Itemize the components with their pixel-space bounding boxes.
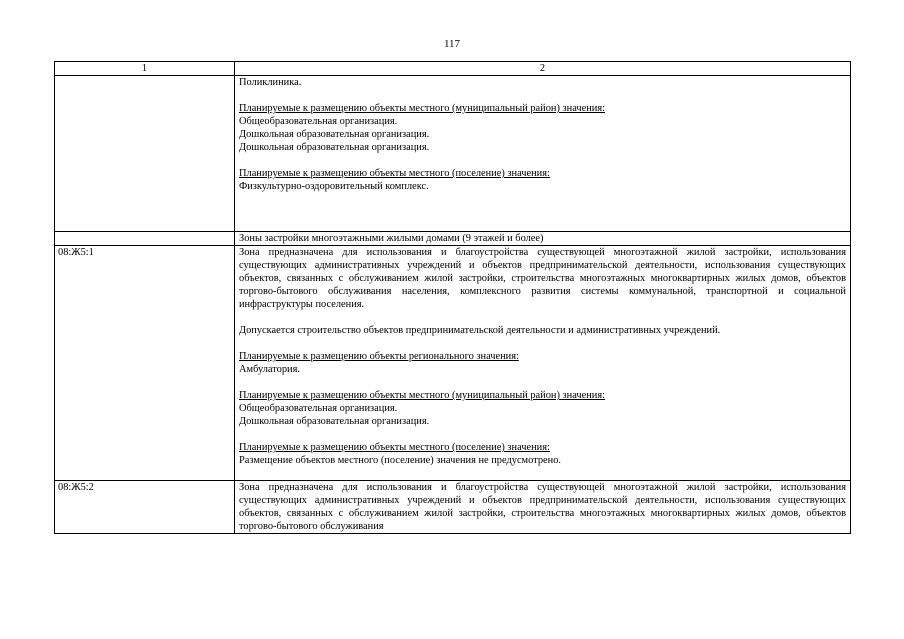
zone-2-description-cell [235, 481, 851, 534]
table-row-zone-2 [55, 481, 851, 534]
section-heading: Планируемые к размещению объекты местного (поселение) значения: [239, 168, 550, 179]
zone-description-cell [235, 76, 851, 232]
page-number: 117 [443, 38, 461, 50]
municipal-item: Общеобразовательная организация. [239, 403, 398, 414]
zone-group-code-cell [55, 232, 235, 246]
column-header-1: 1 [55, 62, 235, 76]
settlement-item: Размещение объектов местного (поселение) значения не предусмотрено. [239, 455, 562, 466]
list-item: Дошкольная образовательная организация. [239, 129, 430, 140]
zone-code-cell [55, 76, 235, 232]
table-row-zone-1 [55, 246, 851, 481]
zoning-table [54, 61, 851, 534]
table-header-row [55, 62, 851, 76]
section-heading: Планируемые к размещению объекты местного (муниципальный район) значения: [239, 103, 606, 114]
zone-description: Зона предназначена для использования и благоустройства существующей многоэтажной жилой застройки, использования существующих административных учреждений и объектов предпринимательской деятельности, использования существующих объектов, связанных с обслуживанием жилой застройки, строительства многоэтажных многоквартирных жилых домов, объектов торгово-бытового обслуживания населения, комплексного развития системы коммунальной, транспортной и социальной инфраструктуры поселения. [239, 247, 846, 310]
line-gap [239, 154, 846, 167]
zone-code: 08:Ж5:2 [55, 481, 235, 534]
regional-item: Амбулатория. [239, 364, 300, 375]
zone-code: 08:Ж5:1 [55, 246, 235, 481]
continued-lines [239, 76, 846, 193]
zone-group-title: Зоны застройки многоэтажными жилыми домами (9 этажей и более) [235, 232, 851, 246]
list-item: Физкультурно-оздоровительный комплекс. [239, 181, 429, 192]
zone-allowed-text: Допускается строительство объектов предпринимательской деятельности и административных учреждений. [239, 325, 721, 336]
list-item: Поликлиника. [239, 77, 302, 88]
municipal-item: Дошкольная образовательная организация. [239, 416, 430, 427]
municipal-heading: Планируемые к размещению объекты местного (муниципальный район) значения: [239, 390, 606, 401]
regional-heading: Планируемые к размещению объекты регионального значения: [239, 351, 519, 362]
settlement-heading: Планируемые к размещению объекты местного (поселение) значения: [239, 442, 550, 453]
list-item: Общеобразовательная организация. [239, 116, 398, 127]
zone-1-description-cell [235, 246, 851, 481]
column-header-2: 2 [235, 62, 851, 76]
list-item: Дошкольная образовательная организация. [239, 142, 430, 153]
zone-description: Зона предназначена для использования и благоустройства существующей многоэтажной жилой застройки, использования существующих административных учреждений и объектов предпринимательской деятельности, использования существующих объектов, связанных с обслуживанием жилой застройки, строительства многоэтажных многоквартирных жилых домов, объектов торгово-бытового обслуживания [239, 482, 846, 532]
line-gap [239, 89, 846, 102]
table-row-zone-group [55, 232, 851, 246]
table-row-continued [55, 76, 851, 232]
